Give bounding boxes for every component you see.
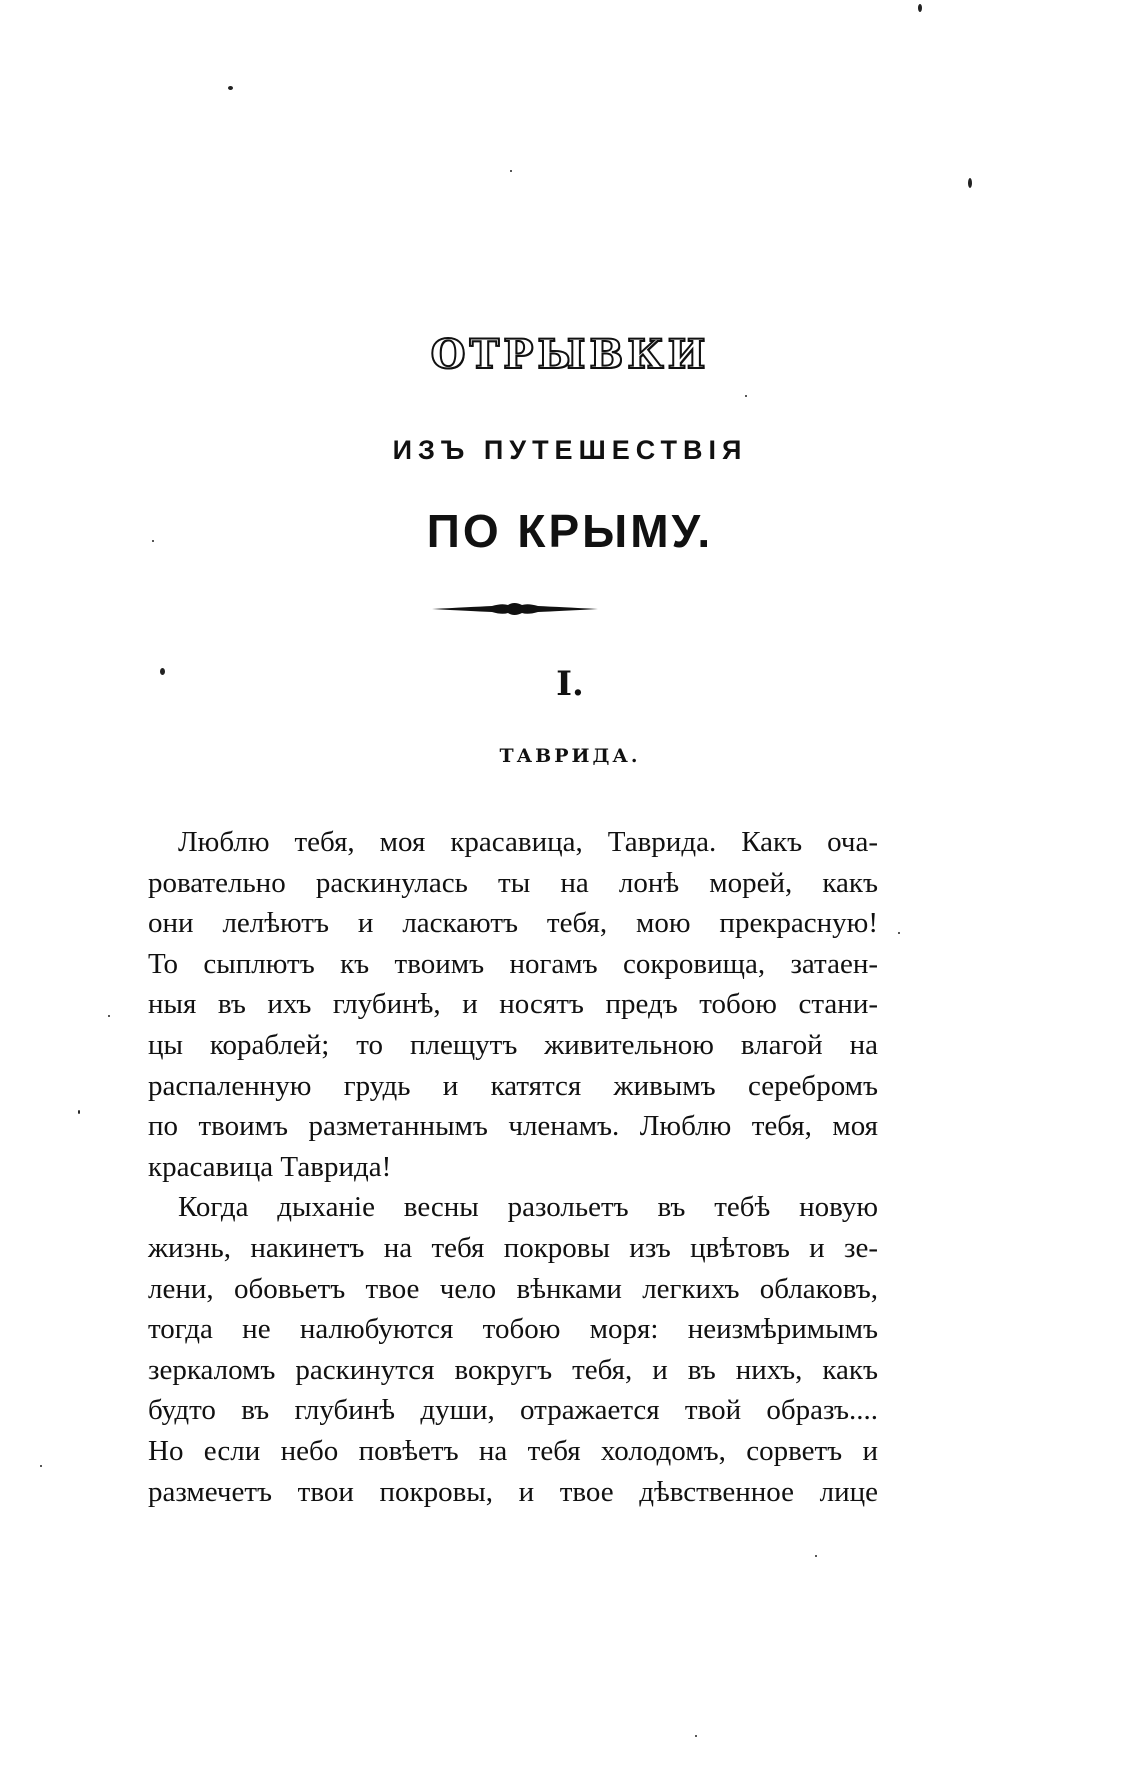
scan-speck xyxy=(40,1465,42,1467)
body-text xyxy=(148,822,878,1512)
text-line: зеркаломъ раскинутся вокругъ тебя, и въ нихъ, какъ xyxy=(148,1353,878,1386)
scan-speck xyxy=(918,4,922,12)
text-line: ровательно раскинулась ты на лонѣ морей, какъ xyxy=(148,866,878,899)
subtitle: ИЗЪ ПУТЕШЕСТВІЯ xyxy=(392,435,748,465)
scan-speck xyxy=(78,1110,80,1114)
scan-speck xyxy=(510,170,512,172)
ornament-divider-icon xyxy=(430,598,600,620)
text-line: красавица Таврида! xyxy=(148,1150,392,1183)
text-line: по твоимъ разметаннымъ членамъ. Люблю тебя, моя xyxy=(148,1110,878,1143)
text-line: ныя въ ихъ глубинѣ, и носятъ предъ тобою стани- xyxy=(148,988,878,1021)
text-line: Люблю тебя, моя красавица, Таврида. Какъ оча- xyxy=(178,826,878,858)
scan-speck xyxy=(695,1735,697,1737)
chapter-title: ТАВРИДА. xyxy=(499,745,641,767)
text-line: лени, обовьетъ твое чело вѣнками легкихъ облаковъ, xyxy=(148,1272,878,1305)
scan-speck xyxy=(228,86,233,90)
text-line: То сыплютъ къ твоимъ ногамъ сокровища, затаен- xyxy=(148,947,878,980)
scan-speck xyxy=(160,668,165,675)
place-title: ПО КРЫМУ. xyxy=(426,505,714,557)
text-line: Когда дыханіе весны разольетъ въ тебѣ новую xyxy=(178,1191,878,1224)
text-line: размечетъ твои покровы, и твое дѣвственное лице xyxy=(148,1475,878,1508)
scan-speck xyxy=(898,932,900,934)
scan-speck xyxy=(108,1015,110,1017)
scan-speck xyxy=(815,1555,817,1557)
main-title: ОТРЫВКИ xyxy=(430,331,710,378)
text-line: жизнь, накинетъ на тебя покровы изъ цвѣтовъ и зе- xyxy=(148,1231,878,1264)
text-line: Но если небо повѣетъ на тебя холодомъ, сорветъ и xyxy=(148,1434,878,1467)
text-line: тогда не налюбуются тобою моря: неизмѣримымъ xyxy=(148,1313,878,1346)
text-line: цы кораблей; то плещутъ живительною влагой на xyxy=(148,1028,878,1061)
scan-speck xyxy=(152,540,154,542)
scan-speck xyxy=(968,178,972,188)
scan-speck xyxy=(745,395,747,397)
text-line: будто въ глубинѣ души, отражается твой образъ.... xyxy=(148,1394,878,1427)
text-line: распаленную грудь и катятся живымъ серебромъ xyxy=(148,1069,878,1102)
chapter-number: I. xyxy=(556,664,584,704)
text-line: они лелѣютъ и ласкаютъ тебя, мою прекрасную! xyxy=(148,907,878,940)
